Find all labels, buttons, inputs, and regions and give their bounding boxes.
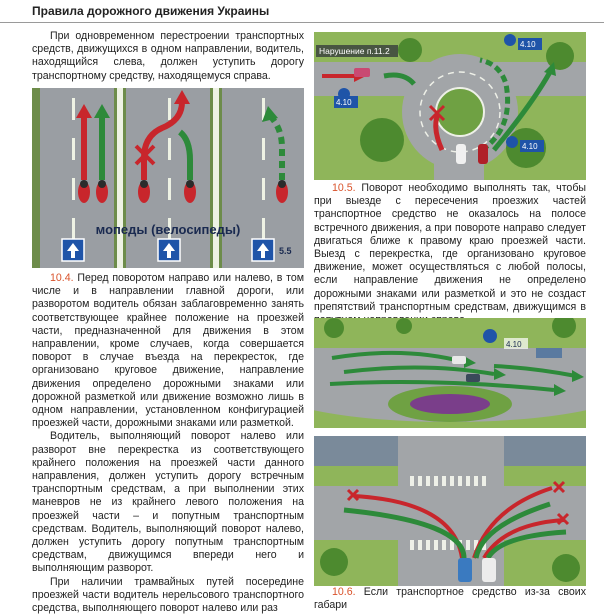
rule-number: 10.4.: [50, 272, 74, 284]
violation-label: Нарушение п.11.2: [319, 46, 390, 56]
rule-number: 10.6.: [332, 586, 356, 598]
svg-text:4.10: 4.10: [522, 142, 538, 151]
paragraph-tram: При наличии трамвайных путей посередине проезжей части водитель нерельсового транспортного средства, выполняющего поворот налево или раз: [32, 575, 304, 615]
sign-number: 5.5: [279, 246, 292, 256]
roundabout-lanes-figure: [314, 318, 586, 428]
paragraph-left-turn: Водитель, выполняющий поворот налево или разворот вне перекрестка из соответствующего крайнего положения на проезжей части данного направления, должен уступить дорогу встречным транспортным средствам, а при выполнении этих маневров не из крайнего левого положения на проезжей части – и попутным транспортным средствам. Водитель, выполняющий поворот налево, должен уступить дорогу попутным транспортным средствам, движущимся впереди него и выполняющим разворот.: [32, 430, 304, 575]
svg-text:4.10: 4.10: [520, 40, 536, 49]
rule-number: 10.5.: [332, 182, 356, 194]
svg-text:4.10: 4.10: [336, 98, 352, 107]
rule-10-4: 10.4. Перед поворотом направо или налево, в том числе и в направлении главной дороги, или разворотом водитель обязан заблаговременно занять соответствующее крайнее положение на проезжей части, предназначенной для движения в этом направлении, кроме случаев, когда совершается поворот в случае въезда на перекресток, где организовано круговое движение, направление движения определено дорожными знаками или дорожной разметкой или движение возможно лишь в одном направлении, установленном конфигурацией проезжей части, дорожными знаками или разметкой. Водитель, выполняющий поворот налево или разворот вне перекрестка из соответствующего крайнего положения на проезжей части данного направления, должен уступить дорогу встречным транспортным средствам, а при выполнении этих маневров не из крайнего левого положения на проезжей части – и попутным транспортным средствам. Водитель, выполняющий поворот налево, должен уступить дорогу попутным транспортным средствам, движущимся впереди него и выполняющим разворот. При наличии трамвайных путей посередине проезжей части водитель нерельсового транспортного средства, выполняющего поворот налево или раз: [32, 272, 304, 615]
rule-10-6: 10.6. Если транспортное средство из-за своих габари: [314, 586, 586, 612]
roundabout-figure: [314, 32, 586, 180]
svg-text:4.10: 4.10: [506, 340, 522, 349]
figure-caption: мопеды (велосипеды): [95, 222, 241, 237]
moped-lanes-figure: [32, 88, 304, 268]
intersection-figure: [314, 436, 586, 586]
rule-10-5: 10.5. Поворот необходимо выполнять так, чтобы при выезде с пересечения проезжих частей транспортное средство не оказалось на полосе встречного движения, а при повороте направо следует двигаться ближе к правому краю проезжей части. Выезд с перекрестка, где организовано круговое движение, может осуществляться с любой полосы, если направление движения не определено дорожными знаками или разметкой и это не создаст препятствий транспортным средствам, движущимся в: [314, 182, 586, 313]
page-title: Правила дорожного движения Украины: [32, 4, 270, 18]
page-header: [0, 0, 604, 23]
intro-paragraph: При одновременном перестроении транспортных средств, движущихся в одном направлении, водитель, находящийся слева, должен уступить дорогу транспортному средству, находящемуся справа.: [32, 30, 304, 82]
